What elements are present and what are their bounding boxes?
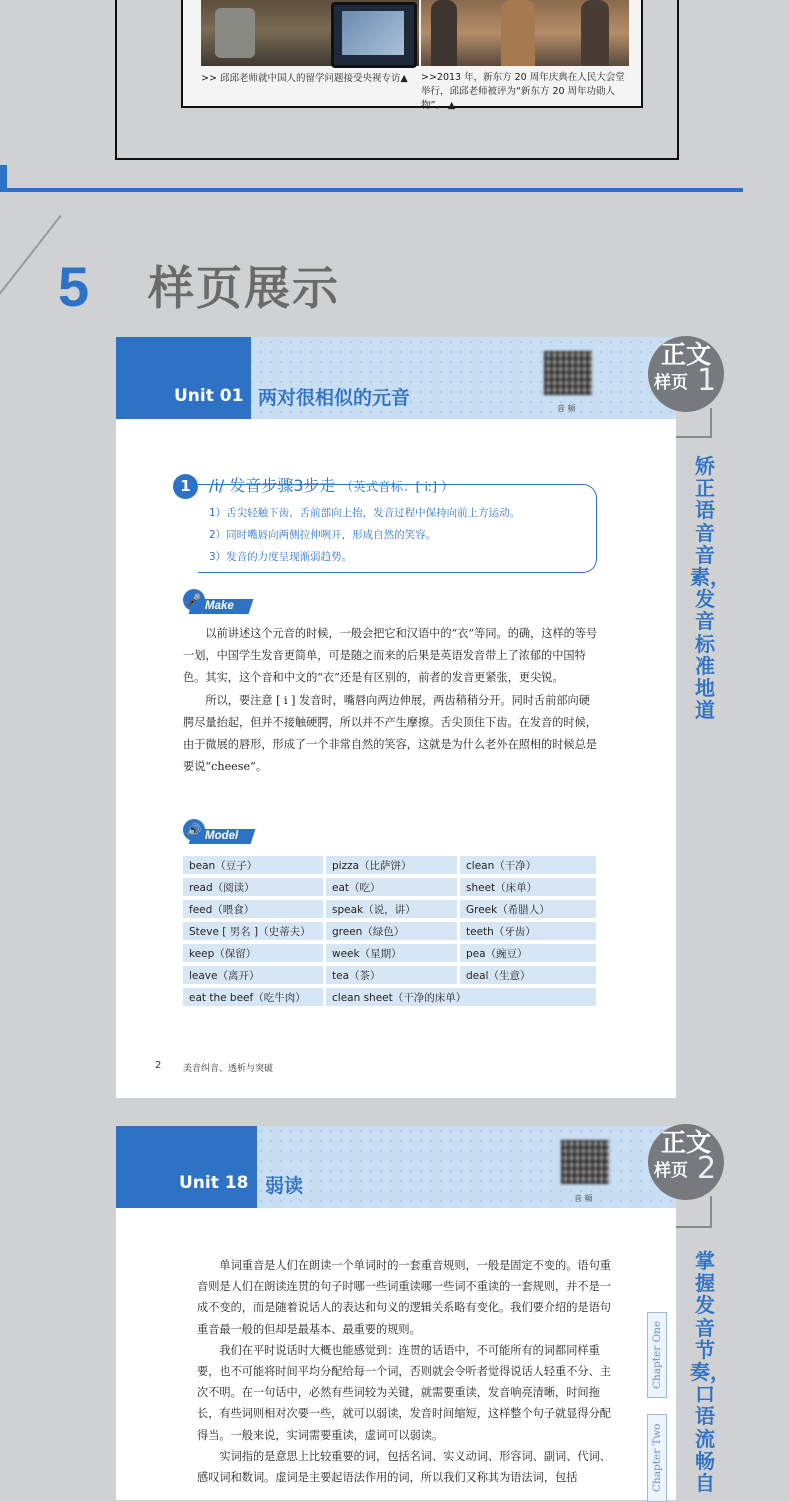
side-slogan-2: 掌握发音节奏，口语流畅自 bbox=[690, 1249, 730, 1496]
model-tag bbox=[183, 825, 253, 843]
word-cell: clean sheet（干净的床单） bbox=[325, 986, 597, 1008]
word-cell: pea（豌豆） bbox=[459, 942, 597, 964]
badge-bottom-text: 样页 bbox=[654, 373, 688, 393]
footer-title: 美音纠音、透析与突破 bbox=[183, 1064, 274, 1074]
qr-caption: 音 频 bbox=[574, 1194, 593, 1203]
section-number: 5 bbox=[58, 255, 90, 318]
badge-number: 1 bbox=[697, 363, 717, 398]
make-body bbox=[183, 623, 599, 778]
step-line-1: 1）舌尖轻触下齿，舌前部向上抬，发音过程中保持向前上方运动。 bbox=[209, 507, 521, 519]
badge-connector bbox=[676, 1226, 712, 1228]
word-cell: Steve [ 男名 ]（史蒂夫） bbox=[183, 920, 325, 942]
section-divider bbox=[0, 188, 743, 192]
step-subtitle: （英式音标：[ iː] ） bbox=[340, 479, 454, 494]
make-paragraph-1: 以前讲述这个元音的时候，一般会把它和汉语中的“衣”等同。的确，这样的等号一划，中国学生发音更简单，可是随之而来的后果是英语发音带上了浓郁的中国特色。其实，这个音和中文的“衣”还是有区别的，前者的发音更紧张，更尖锐。 bbox=[183, 627, 598, 685]
word-cell: eat（吃） bbox=[325, 876, 459, 898]
step-line-2: 2）同时嘴唇向两侧拉伸咧开，形成自然的笑容。 bbox=[209, 529, 437, 541]
badge-top-text: 正文 bbox=[660, 340, 711, 369]
unit-title: 两对很相似的元音 bbox=[258, 387, 411, 409]
word-cell: teeth（牙齿） bbox=[459, 920, 597, 942]
table-row bbox=[183, 920, 596, 942]
badge-top-text: 正文 bbox=[660, 1128, 711, 1157]
qr-caption: 音 频 bbox=[557, 404, 576, 413]
badge-connector bbox=[676, 436, 712, 438]
unit-label-box bbox=[116, 337, 251, 419]
photo-caption-right: >>2013 年，新东方 20 周年庆典在人民大会堂举行，邱邱老师被评为“新东方 20 周年功勋人物”。 ▲ bbox=[421, 72, 625, 111]
page-number: 2 bbox=[155, 1060, 162, 1071]
word-cell: tea（茶） bbox=[325, 964, 459, 986]
step-line-3: 3）发音的力度呈现渐弱趋势。 bbox=[209, 551, 353, 563]
unit-title: 弱读 bbox=[265, 1175, 304, 1197]
qr-code-icon[interactable] bbox=[561, 1140, 609, 1184]
badge-connector bbox=[710, 408, 712, 438]
make-label: Make bbox=[205, 600, 234, 612]
word-cell: read（阅读） bbox=[183, 876, 325, 898]
word-cell: green（绿色） bbox=[325, 920, 459, 942]
speaker-icon: 🔊 bbox=[183, 819, 205, 841]
microphone-icon: 🎤 bbox=[183, 589, 205, 611]
word-cell: keep（保留） bbox=[183, 942, 325, 964]
sample-badge-1 bbox=[648, 336, 724, 412]
page2-paragraph-2: 我们在平时说话时大概也能感觉到：连贯的话语中，不可能所有的词都同样重要，也不可能将时间平均分配给每一个词，否则就会令听者觉得说话人轻重不分、主次不明。在一句话中，必然有些词较为关键，就需要重读，发音响亮清晰，时间拖长，有些词则相对次要一些，就可以弱读，发音时间缩短，这样整个句子就显得分配得当。一般来说，实词需要重读，虚词可以弱读。 bbox=[197, 1343, 611, 1442]
badge-number: 2 bbox=[697, 1151, 717, 1186]
word-cell: speak（说，讲） bbox=[325, 898, 459, 920]
badge-bottom-text: 样页 bbox=[654, 1161, 688, 1181]
sample-page-2 bbox=[116, 1126, 676, 1500]
unit-label: Unit 01 bbox=[174, 386, 244, 406]
word-cell: eat the beef（吃牛肉） bbox=[183, 986, 325, 1008]
unit-label: Unit 18 bbox=[179, 1173, 249, 1193]
table-row bbox=[183, 856, 596, 876]
cctv-interview-photo bbox=[201, 0, 419, 66]
table-row bbox=[183, 898, 596, 920]
step-title bbox=[209, 474, 453, 499]
table-row bbox=[183, 876, 596, 898]
step-number-badge: 1 bbox=[173, 474, 198, 499]
page2-body bbox=[197, 1255, 615, 1488]
make-paragraph-2: 所以，要注意 [ i ] 发音时，嘴唇向两边伸展，两齿稍稍分开。同时舌前部向硬腭尽量抬起，但并不接触硬腭，所以并不产生摩擦。舌尖顶住下齿。在发音的时候，由于微展的唇形，形成了一个非常自然的笑容，这就是为什么老外在照相的时候总是要说“cheese”。 bbox=[183, 693, 597, 774]
side-slogan-1: 矫正语音音素，发音标准地道 bbox=[690, 454, 730, 723]
photo-caption-left: >> 邱邱老师就中国人的留学问题接受央视专访▲ bbox=[201, 73, 408, 84]
word-cell: sheet（床单） bbox=[459, 876, 597, 898]
heading-slash bbox=[0, 215, 62, 338]
table-row bbox=[183, 986, 596, 1008]
page2-paragraph-3: 实词指的是意思上比较重要的词，包括名词、实义动词、形容词、副词、代词、感叹词和数词。虚词是主要起语法作用的词，所以我们又称其为语法词，包括 bbox=[197, 1449, 611, 1485]
make-tag bbox=[183, 595, 253, 613]
anniversary-photo bbox=[421, 0, 629, 66]
badge-connector bbox=[710, 1196, 712, 1228]
qr-code-icon[interactable] bbox=[544, 351, 592, 395]
section-title: 样页展示 bbox=[148, 261, 340, 315]
word-cell: deal（生意） bbox=[459, 964, 597, 986]
word-cell: feed（喂食） bbox=[183, 898, 325, 920]
word-cell: clean（干净） bbox=[459, 856, 597, 876]
table-row bbox=[183, 964, 596, 986]
model-label: Model bbox=[205, 830, 239, 842]
word-cell: week（星期） bbox=[325, 942, 459, 964]
tab-chapter-two[interactable]: Chapter Two bbox=[647, 1414, 667, 1502]
sample-badge-2 bbox=[648, 1124, 724, 1200]
page2-paragraph-1: 单词重音是人们在朗读一个单词时的一套重音规则，一般是固定不变的。语句重音则是人们在朗读连贯的句子时哪一些词重读哪一些词不重读的一套规则，并不是一成不变的，而是随着说话人的表达和句义的逻辑关系略有变化。我们要介绍的是语句重音最一般的但却是最基本、最重要的规则。 bbox=[197, 1259, 611, 1336]
word-cell: Greek（希腊人） bbox=[459, 898, 597, 920]
word-cell: leave（离开） bbox=[183, 964, 325, 986]
word-cell: pizza（比萨饼） bbox=[325, 856, 459, 876]
sample-page-1 bbox=[116, 337, 676, 1098]
word-table bbox=[183, 856, 596, 1010]
unit-label-box bbox=[116, 1126, 257, 1208]
step-title-text: /i/ 发音步骤3步走 bbox=[209, 476, 336, 495]
table-row bbox=[183, 942, 596, 964]
tab-chapter-one[interactable]: Chapter One bbox=[647, 1312, 667, 1398]
word-cell: bean（豆子） bbox=[183, 856, 325, 876]
